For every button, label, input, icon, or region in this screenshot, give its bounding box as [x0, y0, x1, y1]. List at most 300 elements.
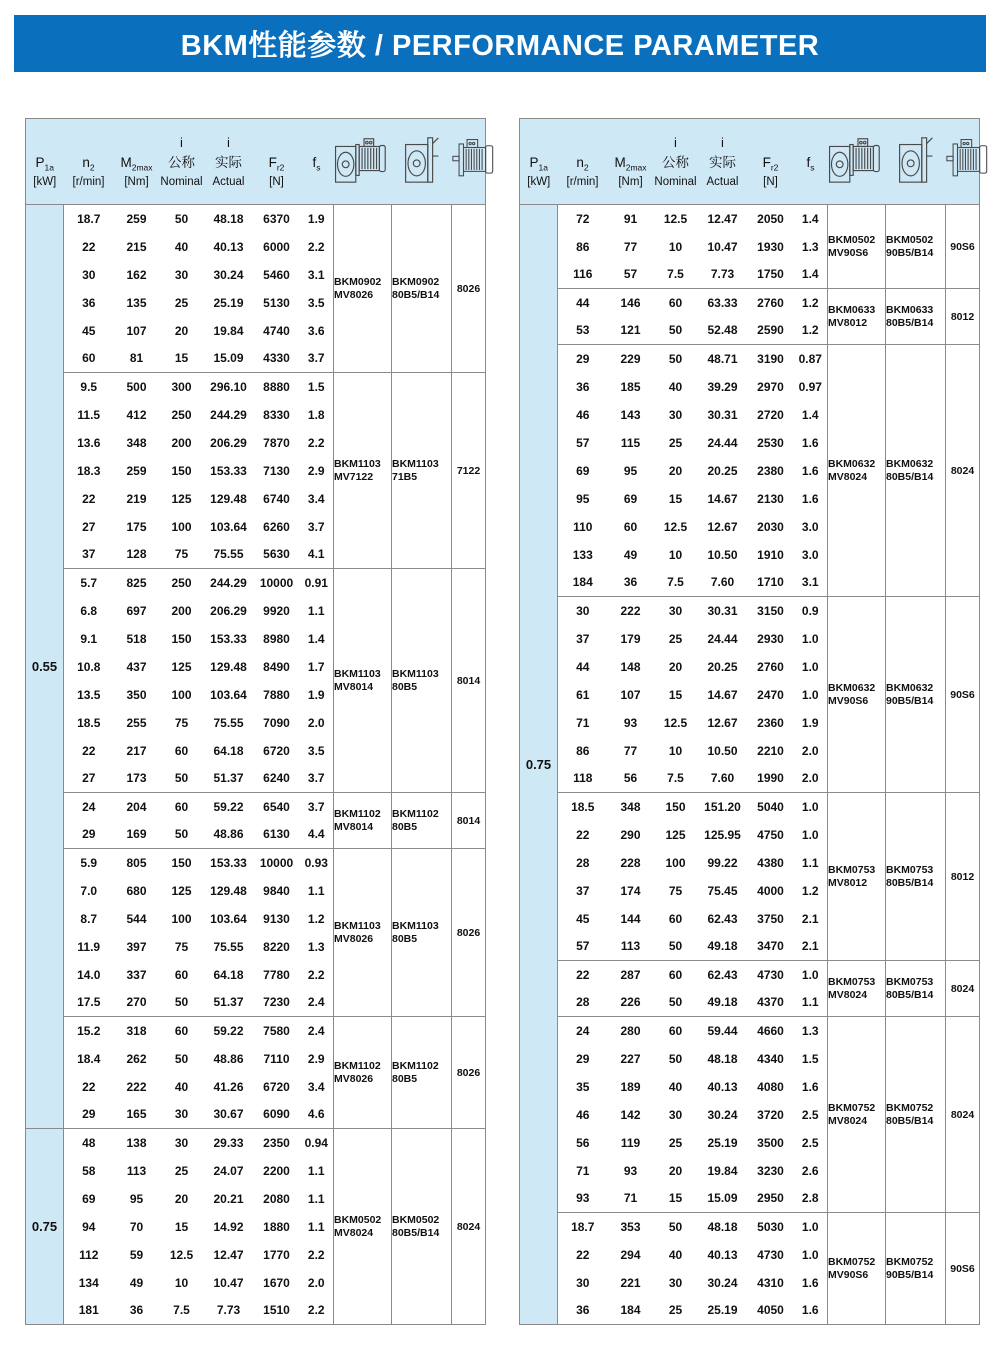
cell-fr2: 6000 [263, 239, 290, 254]
cell-i-nominal: 10 [174, 1275, 189, 1290]
cell-n2: 44 [558, 289, 608, 317]
motor-size-cell: 8024 [946, 345, 980, 597]
cell-fr2: 7110 [263, 1051, 290, 1066]
cell-i-nominal: 60 [174, 967, 189, 982]
cell-fs: 1.6 [801, 1303, 819, 1318]
cell-m2max: 113 [126, 1163, 147, 1178]
cell-fr2: 4730 [748, 961, 794, 989]
cell-fs: 4.1 [307, 547, 325, 562]
cell-i-nominal: 12.5 [663, 519, 688, 534]
cell-i-actual: 20.25 [707, 659, 738, 674]
cell-i-actual: 14.67 [707, 687, 738, 702]
power-group-cell: 0.55 [26, 205, 64, 1129]
cell-fs: 1.0 [794, 793, 828, 821]
cell-fr2: 5630 [263, 547, 290, 562]
cell-m2max: 71 [623, 1191, 638, 1206]
cell-n2: 37 [576, 631, 590, 646]
gearbox-flange-icon [402, 132, 442, 186]
cell-i-nominal: 100 [171, 687, 192, 702]
cell-n2: 24 [64, 793, 114, 821]
motor-size-cell: 8026 [452, 1017, 486, 1129]
model-mv-cell: BKM1103 MV8026 [334, 849, 392, 1017]
cell-i-nominal: 7.5 [667, 771, 684, 786]
cell-m2max: 350 [126, 687, 147, 702]
table-row [520, 1213, 980, 1241]
cell-fr2: 3720 [757, 1107, 784, 1122]
cell-i-nominal: 12.5 [663, 715, 688, 730]
cell-n2: 11.5 [77, 407, 101, 422]
table-row [520, 205, 980, 233]
cell-i-nominal: 30 [668, 1275, 683, 1290]
model-b5-cell: BKM0753 80B5/B14 [886, 793, 946, 961]
cell-m2max: 185 [620, 379, 641, 394]
cell-i-nominal: 20 [668, 463, 683, 478]
cell-fr2: 4380 [757, 855, 784, 870]
cell-fs: 2.5 [801, 1107, 819, 1122]
cell-m2max: 143 [620, 407, 641, 422]
cell-m2max: 93 [623, 715, 638, 730]
cell-m2max: 217 [126, 743, 147, 758]
column-header-i-nominal: i 公称 Nominal [654, 119, 698, 205]
cell-fs: 2.4 [307, 995, 325, 1010]
cell-n2: 57 [576, 939, 590, 954]
table-row [520, 289, 980, 317]
cell-fr2: 2210 [757, 743, 784, 758]
cell-fr2: 4750 [757, 827, 784, 842]
cell-i-actual: 10.50 [707, 547, 738, 562]
cell-i-actual: 15.09 [213, 351, 244, 366]
model-mv-cell: BKM1102 MV8026 [334, 1017, 392, 1129]
cell-fr2: 5030 [748, 1213, 794, 1241]
cell-i-actual: 75.45 [707, 883, 738, 898]
cell-m2max: 353 [608, 1213, 654, 1241]
cell-i-actual: 51.37 [213, 771, 244, 786]
cell-fr2: 9840 [263, 883, 290, 898]
cell-n2: 134 [78, 1275, 99, 1290]
cell-m2max: 204 [114, 793, 160, 821]
cell-i-nominal: 25 [668, 1135, 683, 1150]
model-b5-cell: BKM0753 80B5/B14 [886, 961, 946, 1017]
table-row [520, 1017, 980, 1045]
cell-n2: 18.5 [77, 715, 101, 730]
cell-i-nominal: 75 [174, 547, 189, 562]
cell-fs: 3.1 [307, 267, 325, 282]
cell-i-nominal: 40 [174, 239, 189, 254]
cell-fr2: 4740 [263, 323, 290, 338]
column-header-m2max: $M_{2max}$ [Nm] [114, 119, 160, 205]
cell-i-actual: 12.67 [707, 519, 738, 534]
cell-fr2: 7780 [263, 967, 290, 982]
cell-m2max: 227 [620, 1051, 641, 1066]
cell-fs: 0.91 [300, 569, 334, 597]
cell-i-nominal: 75 [668, 883, 683, 898]
cell-fs: 2.0 [801, 771, 819, 786]
cell-fr2: 2350 [254, 1129, 300, 1157]
cell-m2max: 49 [129, 1275, 144, 1290]
cell-n2: 53 [576, 323, 590, 338]
cell-i-nominal: 20 [174, 323, 189, 338]
cell-fs: 1.5 [300, 373, 334, 401]
cell-i-actual: 129.48 [210, 491, 247, 506]
cell-m2max: 144 [620, 911, 641, 926]
motor-icon [452, 132, 498, 186]
cell-i-actual: 59.44 [698, 1017, 748, 1045]
cell-m2max: 162 [126, 267, 147, 282]
cell-fs: 1.0 [801, 687, 819, 702]
cell-i-nominal: 125 [171, 491, 192, 506]
power-group-cell: 0.75 [26, 1129, 64, 1325]
model-b5-cell: BKM0632 90B5/B14 [886, 597, 946, 793]
cell-fr2: 4330 [263, 351, 290, 366]
cell-i-actual: 10.50 [707, 743, 738, 758]
gearbox-flange-icon [896, 132, 936, 186]
cell-i-nominal: 50 [668, 995, 683, 1010]
cell-fr2: 1710 [757, 575, 784, 590]
cell-i-actual: 29.33 [204, 1129, 254, 1157]
cell-n2: 44 [576, 659, 590, 674]
cell-fr2: 2050 [748, 205, 794, 233]
cell-fs: 0.9 [794, 597, 828, 625]
cell-m2max: 107 [126, 323, 147, 338]
cell-i-nominal: 125 [665, 827, 686, 842]
cell-i-nominal: 40 [174, 1079, 189, 1094]
cell-fs: 1.9 [300, 205, 334, 233]
cell-fr2: 3150 [748, 597, 794, 625]
cell-fr2: 4370 [757, 995, 784, 1010]
cell-n2: 5.7 [64, 569, 114, 597]
cell-i-actual: 20.25 [707, 463, 738, 478]
model-mv-cell: BKM0753 MV8024 [828, 961, 886, 1017]
column-header-m2max: $M_{2max}$ [Nm] [608, 119, 654, 205]
cell-n2: 17.5 [77, 995, 101, 1010]
cell-m2max: 805 [114, 849, 160, 877]
cell-i-nominal: 10 [668, 547, 683, 562]
cell-m2max: 49 [623, 547, 638, 562]
cell-m2max: 107 [620, 687, 641, 702]
model-mv-cell: BKM0632 MV8024 [828, 345, 886, 597]
cell-fs: 3.4 [307, 1079, 325, 1094]
cell-m2max: 128 [126, 547, 147, 562]
cell-i-nominal: 75 [174, 715, 189, 730]
cell-fs: 1.8 [307, 407, 325, 422]
cell-n2: 27 [82, 771, 96, 786]
cell-i-nominal: 75 [174, 939, 189, 954]
cell-i-actual: 40.13 [707, 1247, 738, 1262]
cell-n2: 94 [82, 1219, 96, 1234]
cell-i-nominal: 50 [174, 771, 189, 786]
cell-m2max: 337 [126, 967, 147, 982]
cell-i-actual: 48.18 [707, 1051, 738, 1066]
cell-fr2: 2760 [748, 289, 794, 317]
column-header-n2: $n_2$ [r/min] [558, 119, 608, 205]
cell-fs: 1.4 [801, 407, 819, 422]
cell-fs: 1.6 [801, 463, 819, 478]
cell-i-actual: 19.84 [213, 323, 244, 338]
cell-fs: 3.5 [307, 295, 325, 310]
cell-i-actual: 25.19 [213, 295, 244, 310]
cell-m2max: 437 [126, 659, 147, 674]
cell-fr2: 10000 [254, 849, 300, 877]
cell-fr2: 3470 [757, 939, 784, 954]
cell-m2max: 81 [129, 351, 144, 366]
cell-n2: 5.9 [64, 849, 114, 877]
cell-n2: 30 [82, 267, 96, 282]
cell-fs: 1.0 [794, 1213, 828, 1241]
cell-i-nominal: 25 [668, 1303, 683, 1318]
cell-m2max: 825 [114, 569, 160, 597]
cell-fs: 2.1 [801, 939, 819, 954]
cell-i-nominal: 60 [174, 743, 189, 758]
cell-fs: 1.1 [307, 1163, 325, 1178]
cell-m2max: 77 [623, 743, 638, 758]
column-header-fs: $f_s$ [794, 119, 828, 205]
motor-size-cell: 7122 [452, 373, 486, 569]
cell-fs: 1.0 [794, 961, 828, 989]
cell-i-actual: 30.67 [213, 1107, 244, 1122]
gearbox-motor-icon [828, 132, 888, 186]
cell-i-nominal: 30 [668, 407, 683, 422]
cell-i-actual: 75.55 [213, 547, 244, 562]
cell-fr2: 2200 [263, 1163, 290, 1178]
cell-m2max: 287 [608, 961, 654, 989]
table-row [26, 1129, 486, 1157]
cell-m2max: 93 [623, 1163, 638, 1178]
cell-fs: 2.8 [801, 1191, 819, 1206]
cell-fs: 2.2 [307, 435, 325, 450]
cell-n2: 45 [82, 323, 96, 338]
motor-size-cell: 90S6 [946, 205, 980, 289]
cell-n2: 30 [576, 1275, 590, 1290]
cell-fr2: 4340 [757, 1051, 784, 1066]
cell-i-actual: 52.48 [707, 323, 738, 338]
cell-fs: 3.0 [801, 519, 819, 534]
cell-fs: 2.5 [801, 1135, 819, 1150]
cell-i-actual: 19.84 [707, 1163, 738, 1178]
cell-fs: 1.0 [801, 827, 819, 842]
cell-fs: 1.6 [801, 435, 819, 450]
cell-n2: 18.7 [64, 205, 114, 233]
model-b5-cell: BKM1103 71B5 [392, 373, 452, 569]
cell-fr2: 2970 [757, 379, 784, 394]
cell-fr2: 8880 [254, 373, 300, 401]
cell-i-nominal: 50 [160, 205, 204, 233]
table-row [26, 793, 486, 821]
cell-fs: 1.6 [801, 491, 819, 506]
cell-n2: 61 [576, 687, 590, 702]
cell-i-nominal: 150 [171, 631, 192, 646]
cell-fs: 1.9 [801, 715, 819, 730]
cell-n2: 116 [573, 267, 593, 282]
cell-i-nominal: 7.5 [667, 575, 684, 590]
cell-i-nominal: 50 [668, 323, 683, 338]
cell-fs: 0.97 [798, 379, 822, 394]
cell-i-actual: 63.33 [698, 289, 748, 317]
page-title: BKM性能参数 / PERFORMANCE PARAMETER [180, 30, 820, 62]
cell-n2: 22 [82, 1079, 96, 1094]
cell-fs: 1.0 [801, 1247, 819, 1262]
cell-fs: 1.1 [307, 1219, 325, 1234]
cell-m2max: 60 [623, 519, 638, 534]
cell-n2: 36 [576, 379, 590, 394]
cell-n2: 56 [576, 1135, 590, 1150]
cell-fr2: 1670 [263, 1275, 290, 1290]
cell-n2: 181 [78, 1303, 99, 1318]
cell-n2: 36 [82, 295, 96, 310]
cell-i-nominal: 20 [668, 659, 683, 674]
cell-i-actual: 48.71 [698, 345, 748, 373]
cell-fs: 3.7 [307, 519, 325, 534]
cell-m2max: 294 [620, 1247, 641, 1262]
cell-fr2: 1770 [263, 1247, 290, 1262]
header-row [26, 119, 486, 205]
table-row [26, 569, 486, 597]
cell-fr2: 1510 [263, 1303, 290, 1318]
cell-i-nominal: 10 [668, 743, 683, 758]
cell-i-nominal: 60 [654, 961, 698, 989]
model-b5-cell: BKM0752 80B5/B14 [886, 1017, 946, 1213]
cell-fr2: 1880 [263, 1219, 290, 1234]
cell-i-nominal: 25 [668, 631, 683, 646]
cell-n2: 24 [558, 1017, 608, 1045]
cell-fs: 1.6 [801, 1079, 819, 1094]
cell-m2max: 290 [620, 827, 641, 842]
cell-i-actual: 25.19 [707, 1135, 738, 1150]
cell-i-actual: 7.60 [710, 771, 735, 786]
model-b5-cell: BKM0633 80B5/B14 [886, 289, 946, 345]
cell-fr2: 2030 [757, 519, 784, 534]
cell-n2: 28 [576, 995, 590, 1010]
cell-i-actual: 14.92 [213, 1219, 244, 1234]
cell-fs: 4.6 [307, 1107, 325, 1122]
cell-n2: 71 [576, 715, 590, 730]
cell-i-nominal: 150 [654, 793, 698, 821]
cell-m2max: 229 [608, 345, 654, 373]
cell-i-actual: 12.47 [698, 205, 748, 233]
model-b5-cell: BKM1102 80B5 [392, 1017, 452, 1129]
motor-icon [946, 132, 992, 186]
cell-fs: 3.5 [307, 743, 325, 758]
cell-m2max: 255 [126, 715, 147, 730]
cell-i-nominal: 60 [160, 793, 204, 821]
cell-i-actual: 30.24 [707, 1275, 738, 1290]
cell-fs: 1.5 [801, 1051, 819, 1066]
cell-m2max: 119 [620, 1135, 641, 1150]
cell-m2max: 69 [623, 491, 638, 506]
cell-fr2: 4660 [748, 1017, 794, 1045]
cell-fs: 2.2 [307, 239, 325, 254]
cell-m2max: 280 [608, 1017, 654, 1045]
cell-n2: 27 [82, 519, 96, 534]
cell-i-nominal: 30 [174, 267, 189, 282]
cell-i-nominal: 7.5 [667, 267, 684, 282]
cell-i-nominal: 15 [174, 351, 189, 366]
cell-n2: 45 [576, 911, 590, 926]
cell-fr2: 8490 [263, 659, 290, 674]
cell-fr2: 6240 [263, 771, 290, 786]
cell-fr2: 1930 [757, 239, 784, 254]
cell-m2max: 148 [620, 659, 641, 674]
cell-n2: 22 [82, 491, 96, 506]
cell-i-actual: 49.18 [707, 939, 738, 954]
cell-i-actual: 48.18 [698, 1213, 748, 1241]
cell-fr2: 1990 [757, 771, 784, 786]
table-row [520, 597, 980, 625]
cell-m2max: 179 [620, 631, 641, 646]
cell-i-nominal: 25 [668, 435, 683, 450]
cell-fs: 3.0 [801, 547, 819, 562]
cell-m2max: 36 [623, 575, 638, 590]
cell-i-actual: 48.86 [213, 827, 244, 842]
motor-size-cell: 8026 [452, 849, 486, 1017]
cell-m2max: 70 [129, 1219, 144, 1234]
cell-n2: 58 [82, 1163, 96, 1178]
cell-n2: 9.5 [64, 373, 114, 401]
cell-i-actual: 7.73 [216, 1303, 241, 1318]
cell-i-actual: 14.67 [707, 491, 738, 506]
cell-i-nominal: 25 [174, 295, 189, 310]
cell-i-nominal: 30 [668, 1107, 683, 1122]
cell-fs: 2.2 [307, 1303, 325, 1318]
cell-m2max: 697 [126, 603, 147, 618]
cell-fr2: 6130 [263, 827, 290, 842]
cell-i-actual: 129.48 [210, 659, 247, 674]
cell-fs: 2.0 [307, 1275, 325, 1290]
cell-i-actual: 59.22 [204, 1017, 254, 1045]
cell-i-actual: 10.47 [213, 1275, 244, 1290]
cell-fs: 1.3 [794, 1017, 828, 1045]
column-header-i-nominal: i 公称 Nominal [160, 119, 204, 205]
cell-m2max: 228 [620, 855, 641, 870]
cell-fs: 0.94 [300, 1129, 334, 1157]
cell-i-nominal: 20 [174, 1191, 189, 1206]
cell-fr2: 3190 [748, 345, 794, 373]
cell-n2: 71 [576, 1163, 590, 1178]
cell-fs: 2.2 [307, 1247, 325, 1262]
cell-fr2: 2720 [757, 407, 784, 422]
model-b5-cell: BKM1102 80B5 [392, 793, 452, 849]
cell-fr2: 8980 [263, 631, 290, 646]
cell-i-nominal: 15 [668, 491, 683, 506]
cell-i-actual: 103.64 [210, 911, 247, 926]
cell-m2max: 318 [114, 1017, 160, 1045]
cell-i-actual: 151.20 [698, 793, 748, 821]
model-b5-cell: BKM0502 80B5/B14 [392, 1129, 452, 1325]
cell-i-actual: 24.07 [213, 1163, 244, 1178]
column-header-p1a: $P_{1a}$ [kW] [520, 119, 558, 205]
model-b5-cell: BKM0752 90B5/B14 [886, 1213, 946, 1325]
model-b5-cell: BKM0632 80B5/B14 [886, 345, 946, 597]
cell-i-nominal: 50 [668, 1051, 683, 1066]
cell-n2: 184 [572, 575, 593, 590]
cell-i-actual: 30.31 [707, 407, 738, 422]
cell-fr2: 6540 [254, 793, 300, 821]
cell-fr2: 4310 [757, 1275, 784, 1290]
cell-fs: 3.7 [307, 351, 325, 366]
cell-n2: 133 [572, 547, 593, 562]
cell-i-actual: 103.64 [210, 519, 247, 534]
cell-i-nominal: 40 [668, 1247, 683, 1262]
cell-i-actual: 25.19 [707, 1303, 738, 1318]
motor-size-cell: 8024 [452, 1129, 486, 1325]
cell-fr2: 5460 [263, 267, 290, 282]
model-mv-cell: BKM0632 MV90S6 [828, 597, 886, 793]
cell-m2max: 221 [620, 1275, 641, 1290]
cell-m2max: 59 [129, 1247, 144, 1262]
cell-i-actual: 48.18 [204, 205, 254, 233]
cell-fr2: 2360 [757, 715, 784, 730]
cell-i-nominal: 30 [654, 597, 698, 625]
column-header-n2: $n_2$ [r/min] [64, 119, 114, 205]
